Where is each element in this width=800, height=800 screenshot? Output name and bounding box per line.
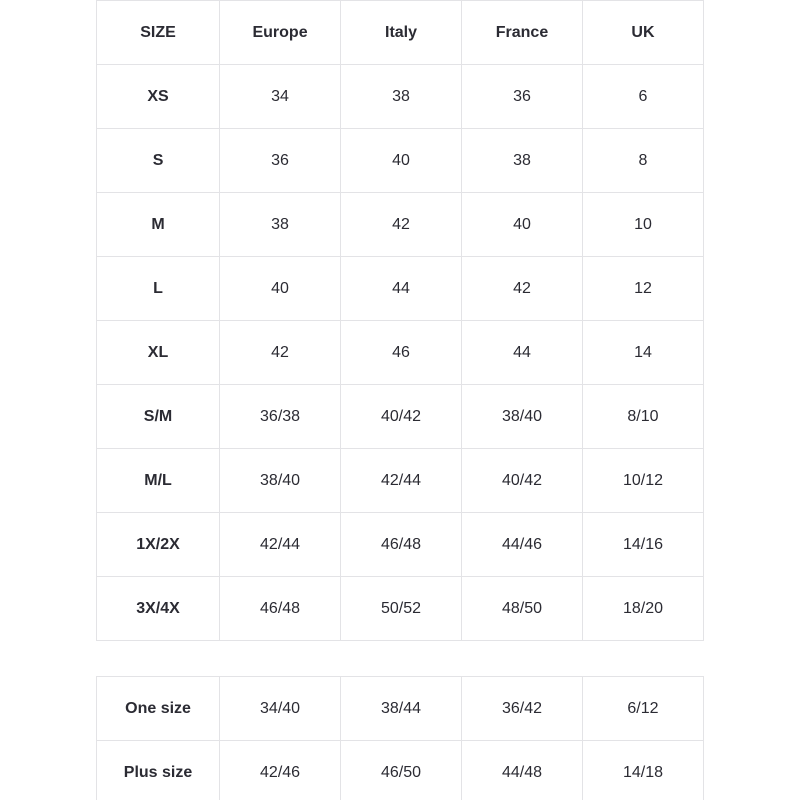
cell-europe: 46/48	[220, 577, 341, 641]
table-row	[97, 449, 704, 513]
cell-europe: 38/40	[220, 449, 341, 513]
table-spacer	[96, 641, 704, 676]
cell-italy: 44	[341, 257, 462, 321]
column-header-france: France	[462, 1, 583, 65]
table-row	[97, 257, 704, 321]
size-conversion-table	[96, 0, 704, 641]
row-label: M	[97, 193, 220, 257]
cell-europe: 34	[220, 65, 341, 129]
cell-italy: 46/48	[341, 513, 462, 577]
table-header-row	[97, 1, 704, 65]
cell-europe: 36/38	[220, 385, 341, 449]
table-row	[97, 577, 704, 641]
cell-europe: 40	[220, 257, 341, 321]
cell-france: 38	[462, 129, 583, 193]
cell-france: 48/50	[462, 577, 583, 641]
cell-uk: 12	[582, 257, 703, 321]
table-row	[97, 65, 704, 129]
cell-france: 36/42	[462, 677, 583, 741]
table-row	[97, 321, 704, 385]
cell-italy: 40/42	[341, 385, 462, 449]
cell-uk: 10/12	[582, 449, 703, 513]
cell-france: 44/48	[462, 741, 583, 800]
row-label: 3X/4X	[97, 577, 220, 641]
row-label: XL	[97, 321, 220, 385]
cell-europe: 38	[220, 193, 341, 257]
row-label: 1X/2X	[97, 513, 220, 577]
table-row	[97, 513, 704, 577]
column-header-europe: Europe	[220, 1, 341, 65]
cell-italy: 46/50	[341, 741, 462, 800]
cell-uk: 14	[582, 321, 703, 385]
cell-uk: 6/12	[582, 677, 703, 741]
cell-europe: 42/46	[220, 741, 341, 800]
row-label-plus-size: Plus size	[97, 741, 220, 800]
table-row	[97, 385, 704, 449]
cell-uk: 8/10	[582, 385, 703, 449]
row-label: XS	[97, 65, 220, 129]
cell-uk: 6	[582, 65, 703, 129]
table-row	[97, 741, 704, 800]
cell-italy: 40	[341, 129, 462, 193]
table-row	[97, 193, 704, 257]
row-label: S	[97, 129, 220, 193]
cell-france: 38/40	[462, 385, 583, 449]
cell-uk: 14/18	[582, 741, 703, 800]
cell-italy: 42/44	[341, 449, 462, 513]
cell-uk: 18/20	[582, 577, 703, 641]
special-size-table	[96, 676, 704, 800]
cell-uk: 10	[582, 193, 703, 257]
cell-france: 36	[462, 65, 583, 129]
cell-italy: 46	[341, 321, 462, 385]
cell-europe: 36	[220, 129, 341, 193]
row-label: L	[97, 257, 220, 321]
cell-uk: 14/16	[582, 513, 703, 577]
table-row	[97, 677, 704, 741]
row-label: S/M	[97, 385, 220, 449]
cell-europe: 34/40	[220, 677, 341, 741]
cell-france: 40	[462, 193, 583, 257]
cell-italy: 42	[341, 193, 462, 257]
cell-france: 42	[462, 257, 583, 321]
cell-europe: 42	[220, 321, 341, 385]
row-label-one-size: One size	[97, 677, 220, 741]
column-header-uk: UK	[582, 1, 703, 65]
cell-italy: 38	[341, 65, 462, 129]
table-row	[97, 129, 704, 193]
row-label: M/L	[97, 449, 220, 513]
cell-europe: 42/44	[220, 513, 341, 577]
column-header-size: SIZE	[97, 1, 220, 65]
cell-uk: 8	[582, 129, 703, 193]
cell-italy: 38/44	[341, 677, 462, 741]
cell-france: 44	[462, 321, 583, 385]
cell-france: 44/46	[462, 513, 583, 577]
column-header-italy: Italy	[341, 1, 462, 65]
cell-france: 40/42	[462, 449, 583, 513]
cell-italy: 50/52	[341, 577, 462, 641]
